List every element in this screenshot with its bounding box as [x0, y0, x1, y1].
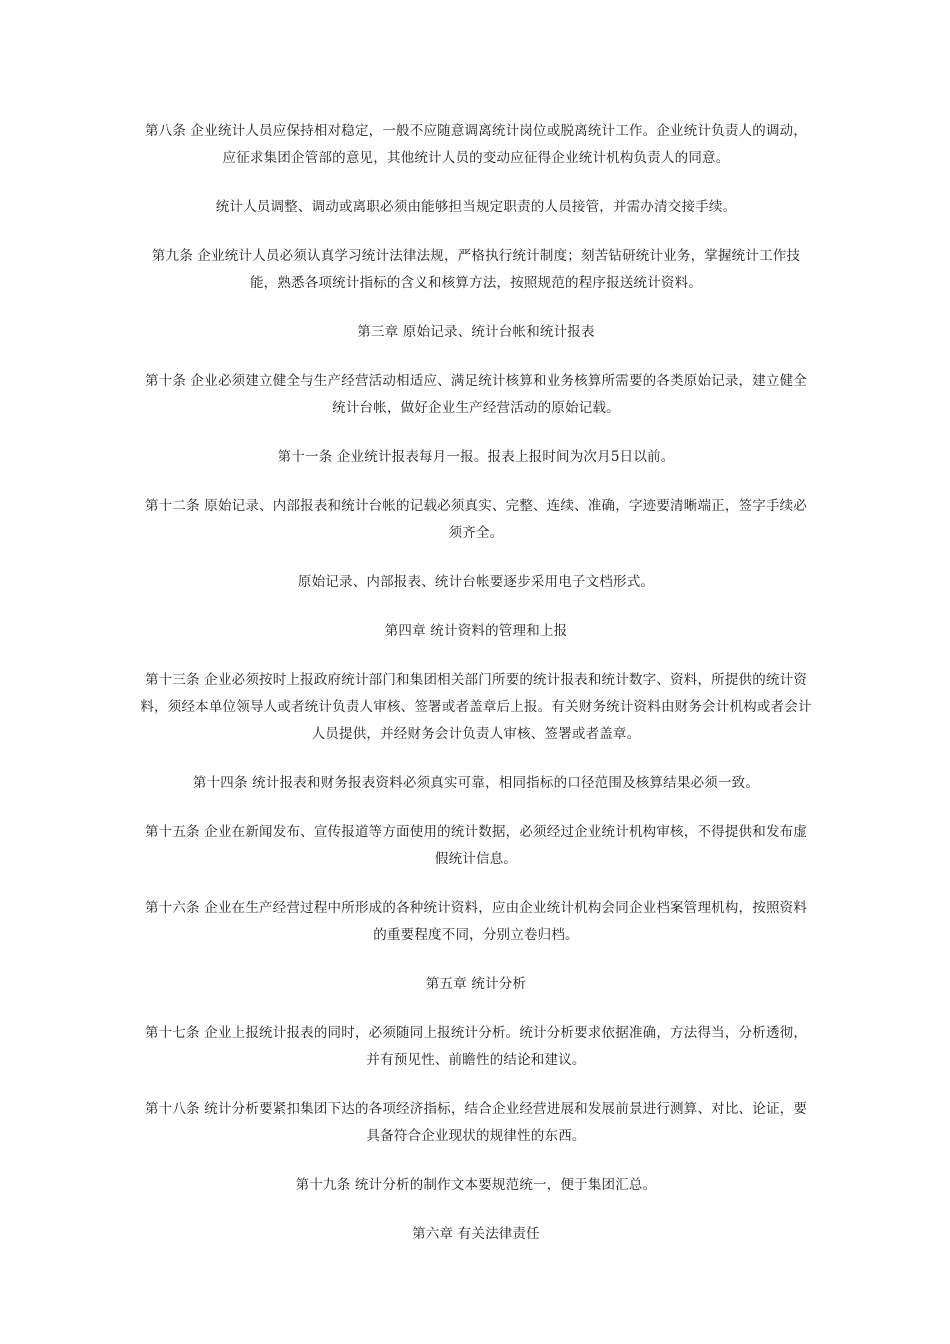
article-8-supplement: 统计人员调整、调动或离职必须由能够担当规定职责的人员接管，并需办清交接手续。 — [215, 199, 737, 215]
article-8: 第八条 企业统计人员应保持相对稳定，一般不应随意调离统计岗位或脱离统计工作。企业统计负责人的调动，应征求集团企管部的意见，其他统计人员的变动应征得企业统计机构负责人的同意。 — [144, 123, 808, 166]
article-10: 第十条 企业必须建立健全与生产经营活动相适应、满足统计核算和业务核算所需要的各类原始记录，建立健全统计台帐，做好企业生产经营活动的原始记载。 — [144, 373, 808, 416]
article-14: 第十四条 统计报表和财务报表资料必须真实可靠，相同指标的口径范围及核算结果必须一致。 — [192, 775, 760, 791]
article-19: 第十九条 统计分析的制作文本要规范统一，便于集团汇总。 — [295, 1177, 657, 1193]
article-17: 第十七条 企业上报统计报表的同时，必须随同上报统计分析。统计分析要求依据准确，方法得当，分析透彻，并有预见性、前瞻性的结论和建议。 — [144, 1025, 808, 1068]
article-18: 第十八条 统计分析要紧扣集团下达的各项经济指标，结合企业经营进展和发展前景进行测算、对比、论证，要具备符合企业现状的规律性的东西。 — [144, 1101, 808, 1144]
article-16: 第十六条 企业在生产经营过程中所形成的各种统计资料，应由企业统计机构会同企业档案管理机构，按照资料的重要程度不同，分别立卷归档。 — [144, 900, 808, 943]
article-11: 第十一条 企业统计报表每月一报。报表上报时间为次月5日以前。 — [277, 449, 675, 465]
chapter-4-heading: 第四章 统计资料的管理和上报 — [384, 623, 568, 639]
chapter-5-heading: 第五章 统计分析 — [425, 976, 527, 992]
article-12-supplement: 原始记录、内部报表、统计台帐要逐步采用电子文档形式。 — [297, 574, 655, 590]
chapter-6-heading: 第六章 有关法律责任 — [412, 1226, 540, 1242]
article-12: 第十二条 原始记录、内部报表和统计台帐的记载必须真实、完整、连续、准确，字迹要清晰端正，签字手续必须齐全。 — [144, 498, 808, 541]
article-13: 第十三条 企业必须按时上报政府统计部门和集团相关部门所要的统计报表和统计数字、资料，所提供的统计资料，须经本单位领导人或者统计负责人审核、签署或者盖章后上报。有关财务统计资料由财务会计机构或者会计人员提供，并经财务会计负责人审核、签署或者盖章。 — [140, 672, 812, 742]
chapter-3-heading: 第三章 原始记录、统计台帐和统计报表 — [357, 324, 595, 340]
article-9: 第九条 企业统计人员必须认真学习统计法律法规，严格执行统计制度；刻苦钻研统计业务，掌握统计工作技能，熟悉各项统计指标的含义和核算方法，按照规范的程序报送统计资料。 — [151, 248, 801, 291]
document-body — [140, 118, 812, 1248]
article-15: 第十五条 企业在新闻发布、宣传报道等方面使用的统计数据，必须经过企业统计机构审核，不得提供和发布虚假统计信息。 — [144, 824, 808, 867]
